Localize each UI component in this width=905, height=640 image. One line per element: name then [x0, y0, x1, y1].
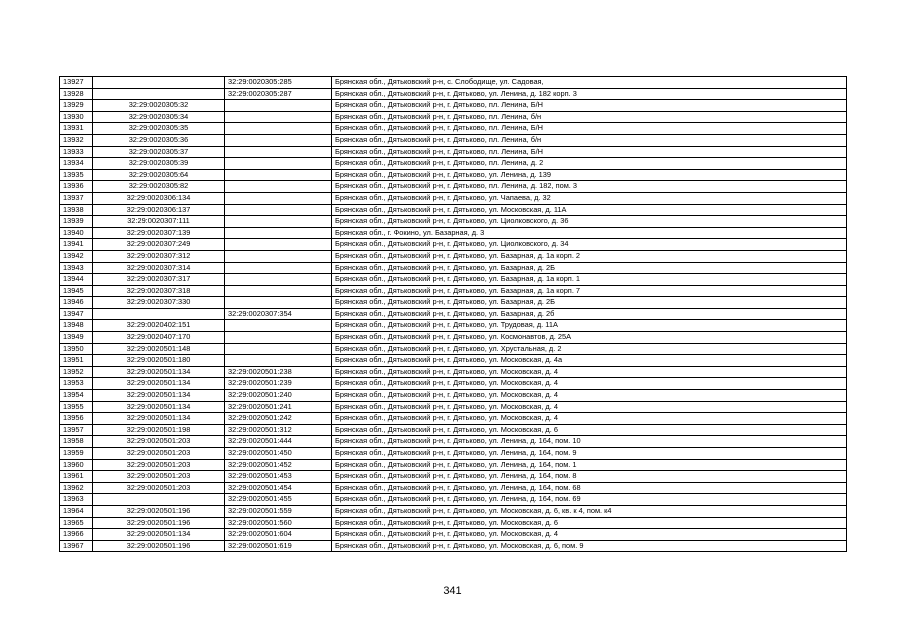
- linked-cadastral-number-cell: 32:29:0020305:287: [225, 88, 332, 100]
- address-cell: Брянская обл., Дятьковский р-н, г. Дятьково, ул. Московская, д. 6, пом. 9: [332, 540, 847, 552]
- table-row: [60, 471, 847, 483]
- row-number-cell: 13940: [60, 227, 93, 239]
- table-row: [60, 390, 847, 402]
- cadastral-number-cell: [93, 308, 225, 320]
- table-row: [60, 239, 847, 251]
- row-number-cell: 13960: [60, 459, 93, 471]
- cadastral-number-cell: 32:29:0020501:203: [93, 459, 225, 471]
- cadastral-number-cell: 32:29:0020305:39: [93, 158, 225, 170]
- table-row: [60, 77, 847, 89]
- cadastral-number-cell: 32:29:0020501:196: [93, 540, 225, 552]
- address-cell: Брянская обл., Дятьковский р-н, г. Дятьково, ул. Московская, д. 6, кв. к 4, пом. к4: [332, 505, 847, 517]
- cadastral-number-cell: 32:29:0020307:314: [93, 262, 225, 274]
- address-cell: Брянская обл., Дятьковский р-н, г. Дятьково, ул. Базарная, д. 1а корп. 2: [332, 250, 847, 262]
- address-cell: Брянская обл., Дятьковский р-н, г. Дятьково, ул. Ленина, д. 164, пом. 68: [332, 482, 847, 494]
- linked-cadastral-number-cell: [225, 169, 332, 181]
- address-cell: Брянская обл., Дятьковский р-н, г. Дятьково, ул. Базарная, д. 2Б: [332, 262, 847, 274]
- cadastral-number-cell: 32:29:0020306:134: [93, 192, 225, 204]
- cadastral-number-cell: 32:29:0020501:180: [93, 355, 225, 367]
- table-row: [60, 146, 847, 158]
- table-row: [60, 111, 847, 123]
- cadastral-number-cell: 32:29:0020305:35: [93, 123, 225, 135]
- linked-cadastral-number-cell: [225, 262, 332, 274]
- linked-cadastral-number-cell: 32:29:0020501:455: [225, 494, 332, 506]
- linked-cadastral-number-cell: [225, 355, 332, 367]
- address-cell: Брянская обл., Дятьковский р-н, г. Дятьково, ул. Космонавтов, д. 25А: [332, 332, 847, 344]
- linked-cadastral-number-cell: [225, 320, 332, 332]
- table-row: [60, 100, 847, 112]
- address-cell: Брянская обл., Дятьковский р-н, г. Дятьково, ул. Ленина, д. 164, пом. 8: [332, 471, 847, 483]
- address-cell: Брянская обл., Дятьковский р-н, г. Дятьково, ул. Базарная, д. 2Б: [332, 297, 847, 309]
- row-number-cell: 13935: [60, 169, 93, 181]
- cadastral-number-cell: 32:29:0020306:137: [93, 204, 225, 216]
- table-row: [60, 88, 847, 100]
- row-number-cell: 13954: [60, 390, 93, 402]
- row-number-cell: 13931: [60, 123, 93, 135]
- cadastral-number-cell: 32:29:0020501:203: [93, 436, 225, 448]
- address-cell: Брянская обл., Дятьковский р-н, г. Дятьково, ул. Московская, д. 4: [332, 529, 847, 541]
- linked-cadastral-number-cell: 32:29:0020501:559: [225, 505, 332, 517]
- cadastral-number-cell: 32:29:0020307:330: [93, 297, 225, 309]
- linked-cadastral-number-cell: 32:29:0020305:285: [225, 77, 332, 89]
- cadastral-number-cell: 32:29:0020407:170: [93, 332, 225, 344]
- table-row: [60, 204, 847, 216]
- table-row: [60, 494, 847, 506]
- address-cell: Брянская обл., Дятьковский р-н, г. Дятьково, ул. Трудовая, д. 11А: [332, 320, 847, 332]
- cadastral-number-cell: 32:29:0020305:32: [93, 100, 225, 112]
- row-number-cell: 13967: [60, 540, 93, 552]
- address-cell: Брянская обл., Дятьковский р-н, г. Дятьково, пл. Ленина, б/н: [332, 111, 847, 123]
- row-number-cell: 13953: [60, 378, 93, 390]
- linked-cadastral-number-cell: [225, 204, 332, 216]
- linked-cadastral-number-cell: 32:29:0020501:242: [225, 413, 332, 425]
- table-row: [60, 285, 847, 297]
- linked-cadastral-number-cell: 32:29:0020501:604: [225, 529, 332, 541]
- row-number-cell: 13955: [60, 401, 93, 413]
- cadastral-number-cell: [93, 77, 225, 89]
- row-number-cell: 13945: [60, 285, 93, 297]
- table-row: [60, 158, 847, 170]
- linked-cadastral-number-cell: 32:29:0020501:238: [225, 366, 332, 378]
- row-number-cell: 13932: [60, 134, 93, 146]
- table-row: [60, 413, 847, 425]
- cadastral-number-cell: 32:29:0020501:203: [93, 482, 225, 494]
- table-row: [60, 332, 847, 344]
- linked-cadastral-number-cell: [225, 123, 332, 135]
- row-number-cell: 13950: [60, 343, 93, 355]
- row-number-cell: 13948: [60, 320, 93, 332]
- table-row: [60, 216, 847, 228]
- cadastral-number-cell: [93, 88, 225, 100]
- cadastral-number-cell: 32:29:0020307:312: [93, 250, 225, 262]
- linked-cadastral-number-cell: [225, 134, 332, 146]
- cadastral-number-cell: 32:29:0020501:196: [93, 517, 225, 529]
- linked-cadastral-number-cell: 32:29:0020501:239: [225, 378, 332, 390]
- linked-cadastral-number-cell: [225, 297, 332, 309]
- row-number-cell: 13944: [60, 274, 93, 286]
- registry-table-body: [60, 77, 847, 552]
- row-number-cell: 13941: [60, 239, 93, 251]
- linked-cadastral-number-cell: [225, 111, 332, 123]
- linked-cadastral-number-cell: 32:29:0020501:453: [225, 471, 332, 483]
- address-cell: Брянская обл., Дятьковский р-н, г. Дятьково, ул. Московская, д. 4: [332, 401, 847, 413]
- row-number-cell: 13933: [60, 146, 93, 158]
- row-number-cell: 13942: [60, 250, 93, 262]
- table-row: [60, 123, 847, 135]
- table-row: [60, 320, 847, 332]
- table-row: [60, 169, 847, 181]
- row-number-cell: 13949: [60, 332, 93, 344]
- cadastral-number-cell: 32:29:0020501:196: [93, 505, 225, 517]
- cadastral-number-cell: 32:29:0020501:148: [93, 343, 225, 355]
- row-number-cell: 13961: [60, 471, 93, 483]
- linked-cadastral-number-cell: [225, 227, 332, 239]
- table-row: [60, 482, 847, 494]
- row-number-cell: 13957: [60, 424, 93, 436]
- address-cell: Брянская обл., Дятьковский р-н, г. Дятьково, ул. Московская, д. 6: [332, 424, 847, 436]
- row-number-cell: 13959: [60, 448, 93, 460]
- cadastral-number-cell: 32:29:0020307:139: [93, 227, 225, 239]
- address-cell: Брянская обл., Дятьковский р-н, г. Дятьково, пл. Ленина, Б/Н: [332, 123, 847, 135]
- address-cell: Брянская обл., Дятьковский р-н, г. Дятьково, пл. Ленина, д. 182, пом. 3: [332, 181, 847, 193]
- row-number-cell: 13936: [60, 181, 93, 193]
- table-row: [60, 505, 847, 517]
- row-number-cell: 13930: [60, 111, 93, 123]
- table-row: [60, 297, 847, 309]
- cadastral-number-cell: 32:29:0020501:134: [93, 529, 225, 541]
- address-cell: Брянская обл., Дятьковский р-н, г. Дятьково, ул. Ленина, д. 139: [332, 169, 847, 181]
- linked-cadastral-number-cell: 32:29:0020501:450: [225, 448, 332, 460]
- row-number-cell: 13956: [60, 413, 93, 425]
- row-number-cell: 13964: [60, 505, 93, 517]
- row-number-cell: 13958: [60, 436, 93, 448]
- linked-cadastral-number-cell: 32:29:0020501:454: [225, 482, 332, 494]
- cadastral-number-cell: 32:29:0020305:82: [93, 181, 225, 193]
- linked-cadastral-number-cell: 32:29:0020501:444: [225, 436, 332, 448]
- registry-table: [59, 76, 847, 552]
- linked-cadastral-number-cell: [225, 181, 332, 193]
- cadastral-number-cell: 32:29:0020305:36: [93, 134, 225, 146]
- row-number-cell: 13966: [60, 529, 93, 541]
- row-number-cell: 13963: [60, 494, 93, 506]
- linked-cadastral-number-cell: [225, 343, 332, 355]
- row-number-cell: 13943: [60, 262, 93, 274]
- address-cell: Брянская обл., Дятьковский р-н, г. Дятьково, ул. Ленина, д. 164, пом. 69: [332, 494, 847, 506]
- linked-cadastral-number-cell: 32:29:0020501:560: [225, 517, 332, 529]
- address-cell: Брянская обл., Дятьковский р-н, г. Дятьково, ул. Хрустальная, д. 2: [332, 343, 847, 355]
- linked-cadastral-number-cell: [225, 192, 332, 204]
- linked-cadastral-number-cell: [225, 100, 332, 112]
- linked-cadastral-number-cell: [225, 285, 332, 297]
- row-number-cell: 13939: [60, 216, 93, 228]
- address-cell: Брянская обл., Дятьковский р-н, г. Дятьково, ул. Московская, д. 4: [332, 378, 847, 390]
- cadastral-number-cell: 32:29:0020501:134: [93, 390, 225, 402]
- address-cell: Брянская обл., Дятьковский р-н, г. Дятьково, ул. Московская, д. 6: [332, 517, 847, 529]
- cadastral-number-cell: 32:29:0020501:134: [93, 366, 225, 378]
- table-row: [60, 227, 847, 239]
- cadastral-number-cell: 32:29:0020307:249: [93, 239, 225, 251]
- table-row: [60, 366, 847, 378]
- address-cell: Брянская обл., Дятьковский р-н, г. Дятьково, ул. Ленина, д. 182 корп. 3: [332, 88, 847, 100]
- table-row: [60, 262, 847, 274]
- cadastral-number-cell: 32:29:0020402:151: [93, 320, 225, 332]
- table-row: [60, 459, 847, 471]
- cadastral-number-cell: 32:29:0020501:198: [93, 424, 225, 436]
- address-cell: Брянская обл., Дятьковский р-н, г. Дятьково, ул. Московская, д. 4: [332, 390, 847, 402]
- linked-cadastral-number-cell: [225, 274, 332, 286]
- cadastral-number-cell: 32:29:0020501:134: [93, 401, 225, 413]
- address-cell: Брянская обл., Дятьковский р-н, г. Дятьково, ул. Базарная, д. 1а корп. 7: [332, 285, 847, 297]
- table-row: [60, 192, 847, 204]
- address-cell: Брянская обл., Дятьковский р-н, г. Дятьково, пл. Ленина, д. 2: [332, 158, 847, 170]
- address-cell: Брянская обл., Дятьковский р-н, г. Дятьково, ул. Московская, д. 4: [332, 366, 847, 378]
- address-cell: Брянская обл., Дятьковский р-н, г. Дятьково, ул. Московская, д. 4а: [332, 355, 847, 367]
- row-number-cell: 13928: [60, 88, 93, 100]
- address-cell: Брянская обл., г. Фокино, ул. Базарная, д. 3: [332, 227, 847, 239]
- address-cell: Брянская обл., Дятьковский р-н, г. Дятьково, ул. Циолковского, д. 34: [332, 239, 847, 251]
- row-number-cell: 13927: [60, 77, 93, 89]
- address-cell: Брянская обл., Дятьковский р-н, г. Дятьково, ул. Чапаева, д. 32: [332, 192, 847, 204]
- cadastral-number-cell: [93, 494, 225, 506]
- address-cell: Брянская обл., Дятьковский р-н, г. Дятьково, пл. Ленина, б/н: [332, 134, 847, 146]
- linked-cadastral-number-cell: 32:29:0020501:240: [225, 390, 332, 402]
- linked-cadastral-number-cell: 32:29:0020501:312: [225, 424, 332, 436]
- address-cell: Брянская обл., Дятьковский р-н, г. Дятьково, пл. Ленина, Б/Н: [332, 100, 847, 112]
- address-cell: Брянская обл., Дятьковский р-н, г. Дятьково, ул. Московская, д. 11А: [332, 204, 847, 216]
- cadastral-number-cell: 32:29:0020501:203: [93, 448, 225, 460]
- table-row: [60, 134, 847, 146]
- row-number-cell: 13938: [60, 204, 93, 216]
- linked-cadastral-number-cell: [225, 239, 332, 251]
- cadastral-number-cell: 32:29:0020307:317: [93, 274, 225, 286]
- cadastral-number-cell: 32:29:0020501:134: [93, 378, 225, 390]
- table-row: [60, 308, 847, 320]
- linked-cadastral-number-cell: [225, 158, 332, 170]
- row-number-cell: 13965: [60, 517, 93, 529]
- row-number-cell: 13952: [60, 366, 93, 378]
- address-cell: Брянская обл., Дятьковский р-н, с. Слободище, ул. Садовая,: [332, 77, 847, 89]
- table-row: [60, 517, 847, 529]
- cadastral-number-cell: 32:29:0020307:318: [93, 285, 225, 297]
- cadastral-number-cell: 32:29:0020305:37: [93, 146, 225, 158]
- cadastral-number-cell: 32:29:0020307:111: [93, 216, 225, 228]
- table-row: [60, 343, 847, 355]
- linked-cadastral-number-cell: [225, 146, 332, 158]
- table-row: [60, 378, 847, 390]
- row-number-cell: 13937: [60, 192, 93, 204]
- linked-cadastral-number-cell: [225, 332, 332, 344]
- table-row: [60, 436, 847, 448]
- address-cell: Брянская обл., Дятьковский р-н, г. Дятьково, ул. Базарная, д. 2б: [332, 308, 847, 320]
- address-cell: Брянская обл., Дятьковский р-н, г. Дятьково, ул. Московская, д. 4: [332, 413, 847, 425]
- table-row: [60, 529, 847, 541]
- address-cell: Брянская обл., Дятьковский р-н, г. Дятьково, пл. Ленина, Б/Н: [332, 146, 847, 158]
- table-row: [60, 274, 847, 286]
- address-cell: Брянская обл., Дятьковский р-н, г. Дятьково, ул. Ленина, д. 164, пом. 10: [332, 436, 847, 448]
- linked-cadastral-number-cell: 32:29:0020501:619: [225, 540, 332, 552]
- linked-cadastral-number-cell: 32:29:0020307:354: [225, 308, 332, 320]
- address-cell: Брянская обл., Дятьковский р-н, г. Дятьково, ул. Ленина, д. 164, пом. 9: [332, 448, 847, 460]
- address-cell: Брянская обл., Дятьковский р-н, г. Дятьково, ул. Ленина, д. 164, пом. 1: [332, 459, 847, 471]
- row-number-cell: 13951: [60, 355, 93, 367]
- linked-cadastral-number-cell: 32:29:0020501:452: [225, 459, 332, 471]
- table-row: [60, 401, 847, 413]
- table-row: [60, 355, 847, 367]
- table-row: [60, 448, 847, 460]
- row-number-cell: 13947: [60, 308, 93, 320]
- table-row: [60, 250, 847, 262]
- linked-cadastral-number-cell: [225, 216, 332, 228]
- linked-cadastral-number-cell: [225, 250, 332, 262]
- address-cell: Брянская обл., Дятьковский р-н, г. Дятьково, ул. Базарная, д. 1а корп. 1: [332, 274, 847, 286]
- address-cell: Брянская обл., Дятьковский р-н, г. Дятьково, ул. Циолковского, д. 36: [332, 216, 847, 228]
- table-row: [60, 181, 847, 193]
- row-number-cell: 13946: [60, 297, 93, 309]
- cadastral-number-cell: 32:29:0020305:64: [93, 169, 225, 181]
- page-number: 341: [443, 585, 462, 597]
- cadastral-number-cell: 32:29:0020305:34: [93, 111, 225, 123]
- row-number-cell: 13934: [60, 158, 93, 170]
- row-number-cell: 13962: [60, 482, 93, 494]
- table-row: [60, 424, 847, 436]
- row-number-cell: 13929: [60, 100, 93, 112]
- cadastral-number-cell: 32:29:0020501:203: [93, 471, 225, 483]
- table-row: [60, 540, 847, 552]
- cadastral-number-cell: 32:29:0020501:134: [93, 413, 225, 425]
- linked-cadastral-number-cell: 32:29:0020501:241: [225, 401, 332, 413]
